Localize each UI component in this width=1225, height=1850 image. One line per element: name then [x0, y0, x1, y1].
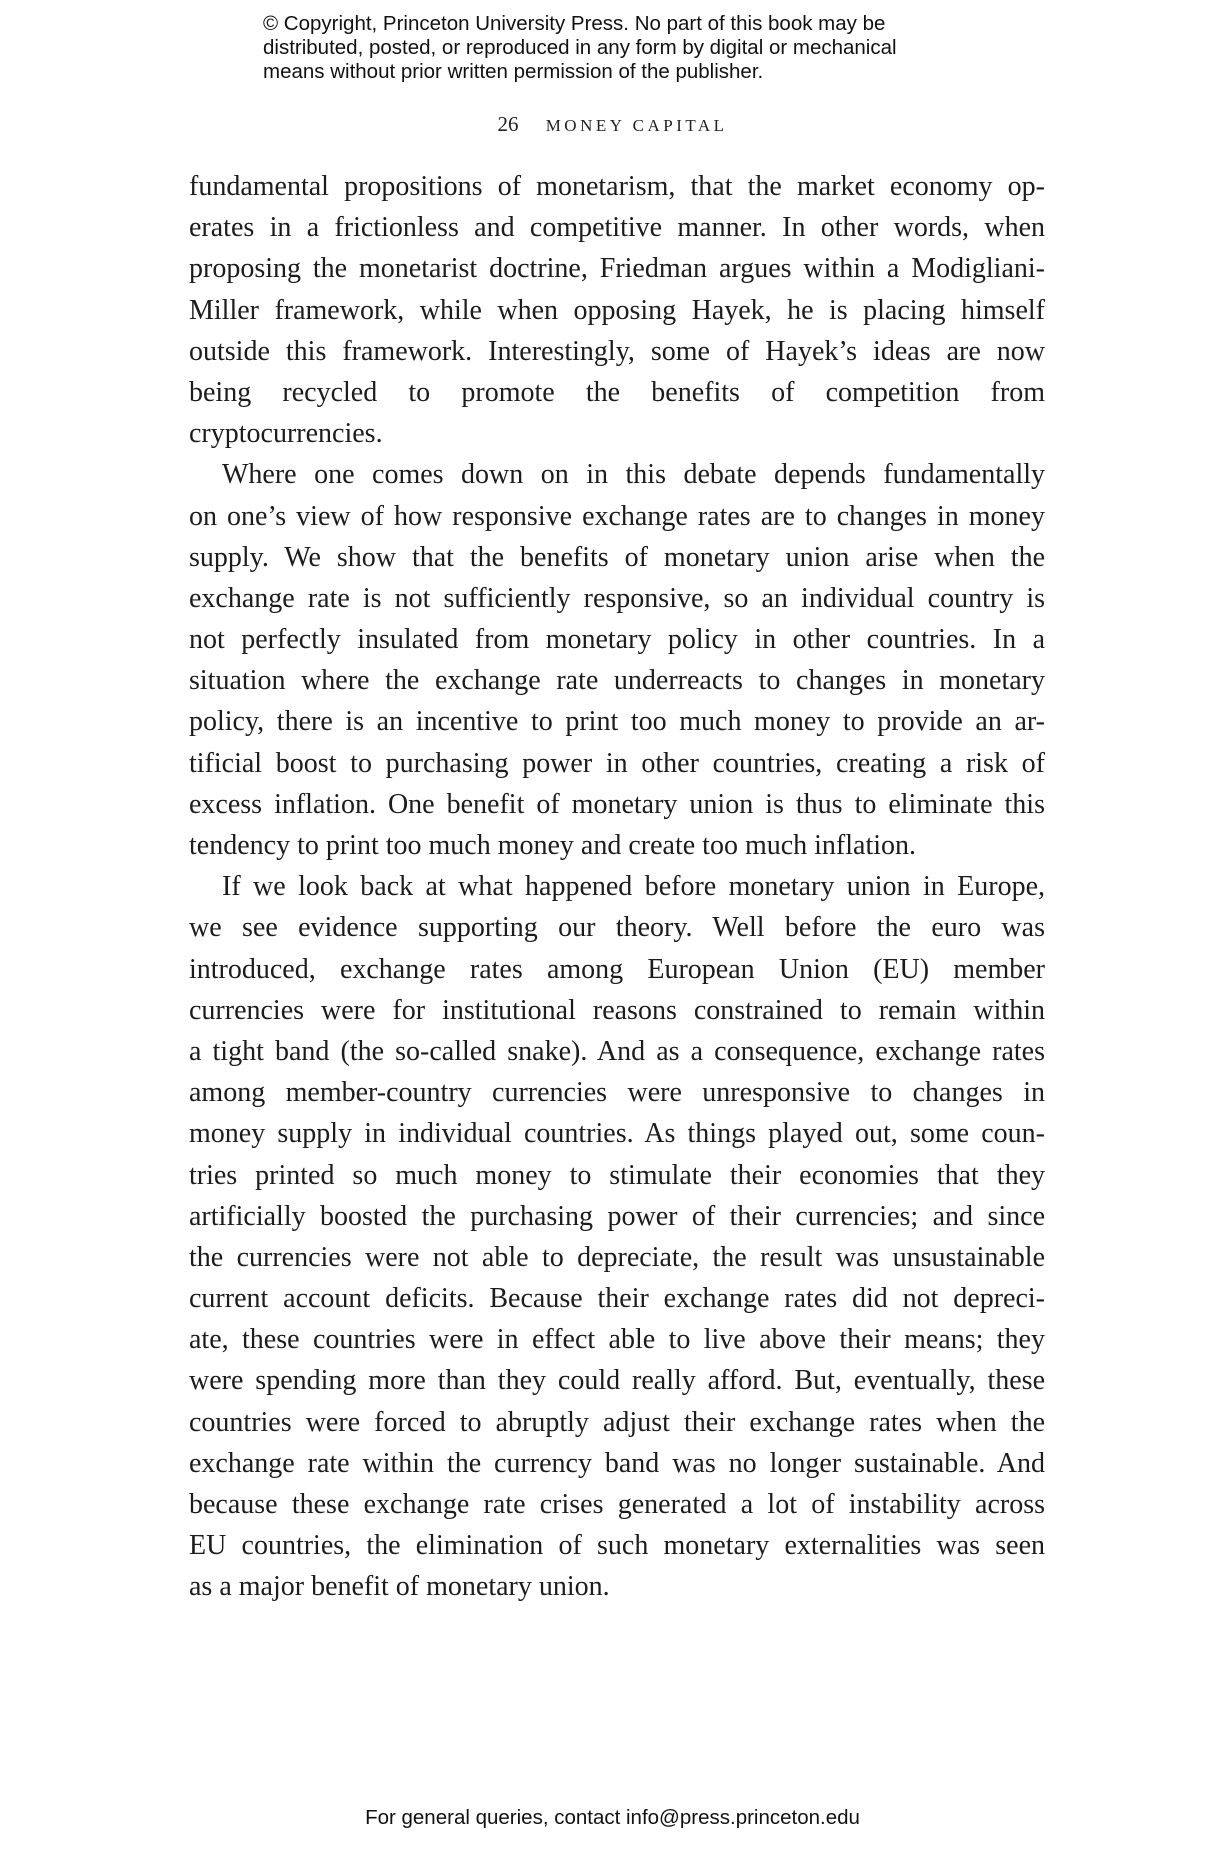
- copyright-line: distributed, posted, or reproduced in any form by digital or mechanical: [263, 36, 897, 59]
- text-line: being recycled to promote the benefits of competition from: [189, 376, 1045, 408]
- paragraph: [189, 866, 1045, 1607]
- text-line: EU countries, the elimination of such monetary externalities was seen: [189, 1530, 1045, 1562]
- text-line: fundamental propositions of monetarism, that the market economy op-: [189, 171, 1045, 202]
- text-line: tificial boost to purchasing power in other countries, creating a risk of: [189, 747, 1045, 779]
- text-line: exchange rate within the currency band was no longer sustainable. And: [189, 1447, 1045, 1479]
- text-line: money supply in individual countries. As things played out, some coun-: [189, 1118, 1045, 1150]
- text-line: we see evidence supporting our theory. Well before the euro was: [189, 912, 1045, 944]
- text-line: the currencies were not able to depreciate, the result was unsustainable: [189, 1241, 1045, 1273]
- text-line: currencies were for institutional reasons constrained to remain within: [189, 994, 1045, 1026]
- text-line: tries printed so much money to stimulate their economies that they: [189, 1159, 1045, 1191]
- text-line: tendency to print too much money and create too much inflation.: [189, 830, 917, 861]
- text-line: Where one comes down on in this debate depends fundamentally: [222, 459, 1045, 491]
- text-line: outside this framework. Interestingly, some of Hayek’s ideas are now: [189, 335, 1045, 367]
- text-line: proposing the monetarist doctrine, Friedman argues within a Modigliani-: [189, 253, 1045, 285]
- chapter-title: MONEY CAPITAL: [545, 116, 728, 135]
- text-line: on one’s view of how responsive exchange rates are to changes in money: [189, 500, 1045, 532]
- text-line: exchange rate is not sufficiently responsive, so an individual country is: [189, 582, 1045, 614]
- copyright-line: © Copyright, Princeton University Press. No part of this book may be: [263, 12, 886, 35]
- footer-contact: For general queries, contact info@press.princeton.edu: [365, 1806, 860, 1829]
- text-line: Miller framework, while when opposing Hayek, he is placing himself: [189, 294, 1045, 326]
- text-line: countries were forced to abruptly adjust their exchange rates when the: [189, 1406, 1045, 1438]
- text-line: erates in a frictionless and competitive manner. In other words, when: [189, 212, 1045, 244]
- text-line: not perfectly insulated from monetary policy in other countries. In a: [189, 624, 1045, 656]
- copyright-line: means without prior written permission of the publisher.: [263, 60, 764, 83]
- text-line: situation where the exchange rate underreacts to changes in monetary: [189, 665, 1045, 697]
- text-line: as a major benefit of monetary union.: [189, 1571, 610, 1603]
- text-line: supply. We show that the benefits of monetary union arise when the: [189, 541, 1045, 573]
- paragraph: [189, 166, 1045, 454]
- page-number: 26: [497, 112, 519, 136]
- text-line: policy, there is an incentive to print too much money to provide an ar-: [189, 706, 1045, 738]
- text-line: If we look back at what happened before monetary union in Europe,: [222, 871, 1045, 903]
- text-line: among member-country currencies were unresponsive to changes in: [189, 1077, 1045, 1109]
- text-line: a tight band (the so-called snake). And as a consequence, exchange rates: [189, 1035, 1045, 1067]
- copyright-notice: [263, 12, 983, 84]
- running-head: [0, 112, 1225, 137]
- text-line: because these exchange rate crises generated a lot of instability across: [189, 1489, 1045, 1520]
- text-line: cryptocurrencies.: [189, 418, 383, 450]
- text-line: excess inflation. One benefit of monetary union is thus to eliminate this: [189, 788, 1045, 820]
- text-line: were spending more than they could really afford. But, eventually, these: [189, 1365, 1045, 1397]
- text-line: introduced, exchange rates among European Union (EU) member: [189, 953, 1045, 985]
- paragraph: [189, 454, 1045, 866]
- text-line: ate, these countries were in effect able to live above their means; they: [189, 1324, 1045, 1356]
- text-line: current account deficits. Because their exchange rates did not depreci-: [189, 1283, 1045, 1315]
- body-text: [189, 166, 1045, 1608]
- text-line: artificially boosted the purchasing power of their currencies; and since: [189, 1200, 1045, 1232]
